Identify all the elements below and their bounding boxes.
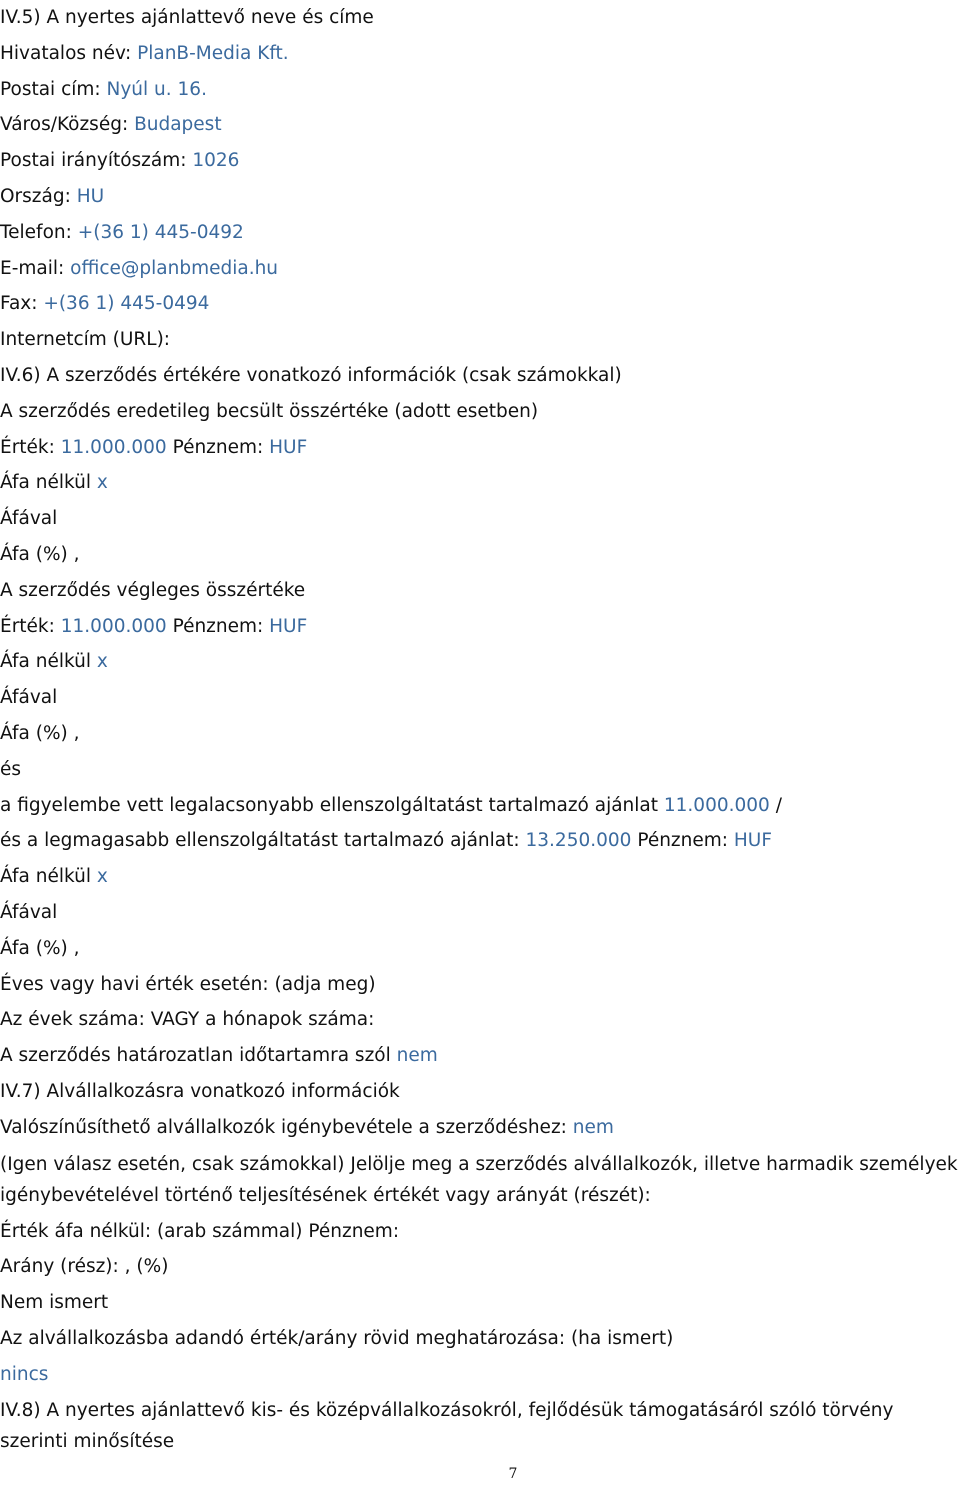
indefinite-term-label: A szerződés határozatlan időtartamra szól — [0, 1045, 397, 1067]
highest-offer-row — [0, 823, 958, 859]
lowest-offer-separator: / — [769, 794, 782, 816]
subcontract-ratio-row: Arány (rész): , (%) — [0, 1256, 169, 1278]
official-name-label: Hivatalos név: — [0, 42, 138, 64]
page-number: 7 — [508, 1466, 518, 1482]
no-vat-mark: x — [96, 866, 108, 888]
highest-offer-value: 13.250.000 — [525, 830, 632, 852]
section-heading-subcontracting: IV.7) Alvállalkozásra vonatkozó információk — [0, 1080, 400, 1102]
postcode-label: Postai irányítószám: — [0, 150, 193, 172]
email-row — [0, 251, 958, 287]
no-vat-label: Áfa nélkül — [0, 472, 97, 494]
country-row — [0, 179, 958, 215]
value-label: Érték: — [0, 436, 61, 458]
country-label: Ország: — [0, 185, 77, 207]
subcontractor-likely-row — [0, 1110, 958, 1146]
email-label: E-mail: — [0, 257, 71, 279]
final-no-vat-row — [0, 644, 958, 680]
postal-address-row — [0, 72, 958, 108]
final-with-vat-row: Áfával — [0, 687, 58, 709]
currency-label: Pénznem: — [166, 615, 270, 637]
estimated-value: 11.000.000 — [60, 436, 167, 458]
fax-row — [0, 286, 958, 322]
no-vat-label: Áfa nélkül — [0, 651, 97, 673]
final-total-title: A szerződés végleges összértéke — [0, 579, 306, 601]
no-vat-label: Áfa nélkül — [0, 866, 97, 888]
postcode-row — [0, 143, 958, 179]
subcontract-short-desc-value: nincs — [0, 1363, 49, 1385]
final-value: 11.000.000 — [60, 615, 167, 637]
range-with-vat-row: Áfával — [0, 901, 58, 923]
indefinite-term-value: nem — [396, 1045, 438, 1067]
subcontractor-likely-label: Valószínűsíthető alvállalkozók igénybevétele a szerződéshez: — [0, 1116, 573, 1138]
and-row: és — [0, 758, 22, 780]
phone-label: Telefon: — [0, 221, 78, 243]
annual-monthly-row: Éves vagy havi érték esetén: (adja meg) — [0, 973, 376, 995]
no-vat-mark: x — [96, 472, 108, 494]
phone-row — [0, 215, 958, 251]
url-label: Internetcím (URL): — [0, 329, 171, 351]
country-value: HU — [76, 185, 105, 207]
subcontract-unknown-row: Nem ismert — [0, 1292, 109, 1314]
lowest-offer-value: 11.000.000 — [663, 794, 770, 816]
subcontract-value-row: Érték áfa nélkül: (arab számmal) Pénznem: — [0, 1220, 400, 1242]
final-vat-rate-row: Áfa (%) , — [0, 722, 80, 744]
city-row — [0, 107, 958, 143]
phone-value: +(36 1) 445-0492 — [77, 221, 244, 243]
estimated-vat-rate-row: Áfa (%) , — [0, 543, 80, 565]
official-name-row — [0, 36, 958, 72]
value-label: Érték: — [0, 615, 61, 637]
highest-offer-label: és a legmagasabb ellenszolgáltatást tartalmazó ajánlat: — [0, 830, 526, 852]
postal-address-value: Nyúl u. 16. — [106, 78, 207, 100]
currency-label: Pénznem: — [166, 436, 270, 458]
years-months-row: Az évek száma: VAGY a hónapok száma: — [0, 1009, 375, 1031]
official-name-value: PlanB-Media Kft. — [137, 42, 289, 64]
range-vat-rate-row: Áfa (%) , — [0, 937, 80, 959]
city-label: Város/Község: — [0, 114, 135, 136]
estimated-with-vat-row: Áfával — [0, 508, 58, 530]
estimated-total-title: A szerződés eredetileg becsült összértéke (adott esetben) — [0, 400, 539, 422]
indefinite-term-row — [0, 1038, 958, 1074]
range-no-vat-row — [0, 859, 958, 895]
estimated-value-row — [0, 430, 958, 466]
section-heading-sme-classification: IV.8) A nyertes ajánlattevő kis- és középvállalkozásokról, fejlődésük támogatásáról szóló törvény szerinti minősítése — [0, 1400, 894, 1453]
postcode-value: 1026 — [192, 150, 240, 172]
fax-value: +(36 1) 445-0494 — [43, 293, 210, 315]
currency-label: Pénznem: — [631, 830, 734, 852]
no-vat-mark: x — [96, 651, 108, 673]
section-heading-winner: IV.5) A nyertes ajánlattevő neve és címe — [0, 7, 374, 28]
subcontract-short-desc-value-row — [0, 1357, 958, 1393]
final-value-row — [0, 609, 958, 645]
postal-address-label: Postai cím: — [0, 78, 107, 100]
subcontractor-instruction: (Igen válasz esetén, csak számokkal) Jelölje meg a szerződés alvállalkozók, illetve harmadik személyek igénybevételével történő teljesítésének értékét vagy arányát (részét): — [0, 1153, 958, 1206]
city-value: Budapest — [134, 114, 222, 136]
range-currency: HUF — [733, 830, 772, 852]
lowest-offer-label: a figyelembe vett legalacsonyabb ellenszolgáltatást tartalmazó ajánlat — [0, 794, 664, 816]
subcontractor-likely-value: nem — [572, 1116, 614, 1138]
email-value: office@planbmedia.hu — [70, 257, 279, 279]
section-heading-contract-value: IV.6) A szerződés értékére vonatkozó információk (csak számokkal) — [0, 364, 622, 386]
url-row — [0, 322, 958, 358]
fax-label: Fax: — [0, 293, 44, 315]
lowest-offer-row — [0, 788, 958, 824]
estimated-currency: HUF — [269, 436, 308, 458]
final-currency: HUF — [269, 615, 308, 637]
subcontract-short-desc-row: Az alvállalkozásba adandó érték/arány rövid meghatározása: (ha ismert) — [0, 1327, 674, 1349]
estimated-no-vat-row — [0, 465, 958, 501]
